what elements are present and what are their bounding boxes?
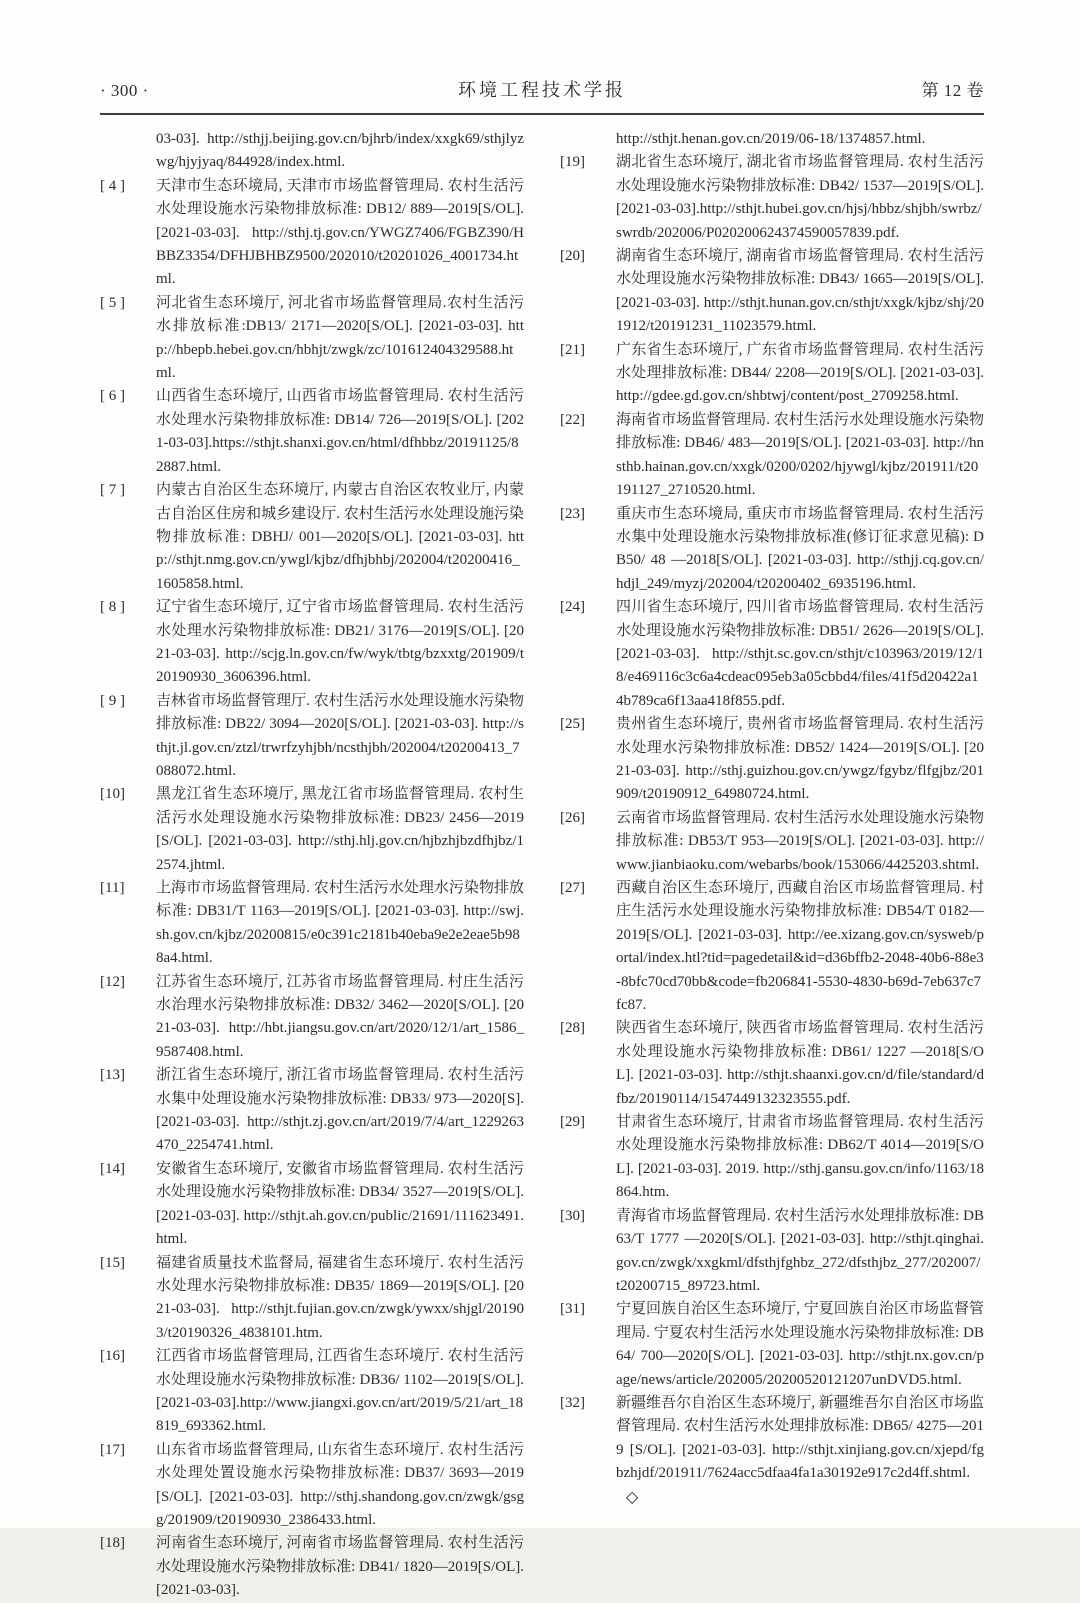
- reference-text: 黑龙江省生态环境厅, 黑龙江省市场监督管理局. 农村生活污水处理设施水污染物排放标准: DB23/ 2456—2019[S/OL]. [2021-03-03]. http://sthj.hlj.gov.cn/hjbzhjbzdfhjbz/12574.jhtml.: [156, 786, 524, 873]
- reference-text: 云南省市场监督管理局. 农村生活污水处理设施水污染物排放标准: DB53/T 953—2019[S/OL]. [2021-03-03]. http://www.jianbiaoku.com/webarbs/book/153066/4425203.shtml.: [616, 809, 984, 873]
- reference-number: [ 4 ]: [100, 177, 125, 194]
- reference-number: [25]: [560, 716, 585, 733]
- reference-entry: [560, 245, 984, 339]
- reference-entry: [100, 1158, 524, 1252]
- reference-text: 甘肃省生态环境厅, 甘肃省市场监督管理局. 农村生活污水处理设施水污染物排放标准: DB62/T 4014—2019[S/OL]. [2021-03-03]. 2019. http://sthj.gansu.gov.cn/info/1163/18864.htm.: [616, 1114, 984, 1201]
- reference-number: [ 9 ]: [100, 692, 125, 709]
- reference-number: [22]: [560, 411, 585, 428]
- volume-label: 第 12 卷: [921, 81, 984, 100]
- reference-text: 广东省生态环境厅, 广东省市场监督管理局. 农村生活污水处理排放标准: DB44/ 2208—2019[S/OL]. [2021-03-03]. http://gdee.gd.gov.cn/shbtwj/content/post_2709258.html.: [616, 341, 984, 405]
- reference-text: 天津市生态环境局, 天津市市场监督管理局. 农村生活污水处理设施水污染物排放标准: DB12/ 889—2019[S/OL]. [2021-03-03]. http://sthj.tj.gov.cn/YWGZ7406/FGBZ390/HBBZ3354/DFHJBHBZ9500/202010/t20201026_4001734.html.: [156, 177, 524, 288]
- reference-entry: [560, 596, 984, 713]
- reference-text: 西藏自治区生态环境厅, 西藏自治区市场监督管理局. 村庄生活污水处理设施水污染物排放标准: DB54/T 0182—2019[S/OL]. [2021-03-03]. http://ee.xizang.gov.cn/sysweb/portal/index.htl?tid=pagedetail&id=d36bffb2-2048-40b6-88e3-8bfc70cd70bb&code=fb206841-5530-4830-b69d-7eb637c7fc87.: [616, 880, 984, 1014]
- reference-entry: [100, 971, 524, 1065]
- reference-text: 江西省市场监督管理局, 江西省生态环境厅. 农村生活污水处理设施水污染物排放标准: DB36/ 1102—2019[S/OL]. [2021-03-03].http://www.jiangxi.gov.cn/art/2019/5/21/art_18819_693362.html.: [156, 1348, 524, 1435]
- references-section: [100, 128, 984, 1603]
- reference-number: [18]: [100, 1535, 125, 1552]
- reference-entry: [100, 1345, 524, 1439]
- reference-list-right: [560, 151, 984, 1510]
- reference-number: [32]: [560, 1394, 585, 1411]
- reference-entry: [560, 877, 984, 1017]
- reference-number: [10]: [100, 786, 125, 803]
- reference-entry: [560, 1205, 984, 1299]
- reference-number: [30]: [560, 1207, 585, 1224]
- reference-entry: [100, 479, 524, 596]
- reference-text: 青海省市场监督管理局. 农村生活污水处理排放标准: DB63/T 1777 —2020[S/OL]. [2021-03-03]. http://sthjt.qinghai.gov.cn/zwgk/xxgkml/dfsthjfghbz_272/dfsthjbz_277/202007/t20200715_89723.html.: [616, 1207, 984, 1294]
- reference-text: 河北省生态环境厅, 河北省市场监督管理局.农村生活污水排放标准:DB13/ 2171—2020[S/OL]. [2021-03-03]. http://hbepb.hebei.gov.cn/hbhjt/zwgk/zc/101612404329588.html.: [156, 294, 524, 382]
- reference-entry: [100, 1064, 524, 1158]
- reference-carryover: http://sthjt.henan.gov.cn/2019/06-18/1374857.html.: [616, 131, 926, 147]
- reference-entry: [560, 713, 984, 807]
- reference-text: 海南省市场监督管理局. 农村生活污水处理设施水污染物排放标准: DB46/ 483—2019[S/OL]. [2021-03-03]. http://hnsthb.hainan.gov.cn/xxgk/0200/0202/hjywgl/kjbz/201911/t20191127_2710520.html.: [616, 411, 984, 499]
- reference-text: 山东省市场监督管理局, 山东省生态环境厅. 农村生活污水处理处置设施水污染物排放标准: DB37/ 3693—2019[S/OL]. [2021-03-03]. http://sthj.shandong.gov.cn/zwgk/gsgg/201909/t20190930_2386433.html.: [156, 1441, 524, 1528]
- reference-number: [29]: [560, 1114, 585, 1131]
- reference-entry: [100, 1439, 524, 1533]
- reference-text: 重庆市生态环境局, 重庆市市场监督管理局. 农村生活污水集中处理设施水污染物排放标准(修订征求意见稿): DB50/ 48 —2018[S/OL]. [2021-03-03]. http://sthjj.cq.gov.cn/hdjl_249/myzj/202004/t20200402_6935196.html.: [616, 505, 984, 592]
- reference-carryover: 03-03]. http://sthjj.beijing.gov.cn/bjhrb/index/xxgk69/sthjlyzwg/hjyjyaq/844928/index.html.: [156, 131, 524, 171]
- reference-entry: [560, 409, 984, 503]
- journal-title: 环境工程技术学报: [458, 80, 626, 100]
- reference-number: [ 6 ]: [100, 388, 125, 405]
- reference-text: 新疆维吾尔自治区生态环境厅, 新疆维吾尔自治区市场监督管理局. 农村生活污水处理排放标准: DB65/ 4275—2019 [S/OL]. [2021-03-03]. http://sthjt.xinjiang.gov.cn/xjepd/fgbzhjdf/201911/7624acc5dfaa4fa1a30192e917c2d4ff.shtml.: [616, 1394, 984, 1482]
- reference-text: 浙江省生态环境厅, 浙江省市场监督管理局. 农村生活污水集中处理设施水污染物排放标准: DB33/ 973—2020[S]. [2021-03-03]. http://sthjt.zj.gov.cn/art/2019/7/4/art_1229263470_2254741.html.: [156, 1067, 524, 1154]
- reference-number: [11]: [100, 880, 125, 896]
- reference-text: 湖北省生态环境厅, 湖北省市场监督管理局. 农村生活污水处理设施水污染物排放标准: DB42/ 1537—2019[S/OL].[2021-03-03].http://sthjt.hubei.gov.cn/hjsj/hbbz/shjbh/swrbz/swrdb/202006/P020200624374590057839.pdf.: [616, 154, 984, 241]
- reference-text: 江苏省生态环境厅, 江苏省市场监督管理局. 村庄生活污水治理水污染物排放标准: DB32/ 3462—2020[S/OL]. [2021-03-03]. http://hbt.jiangsu.gov.cn/art/2020/12/1/art_1586_9587408.html.: [156, 973, 524, 1060]
- reference-text: 陕西省生态环境厅, 陕西省市场监督管理局. 农村生活污水处理设施水污染物排放标准: DB61/ 1227 —2018[S/OL]. [2021-03-03]. http://sthjt.shaanxi.gov.cn/d/file/standard/dfbz/20190114/1547449132323555.pdf.: [616, 1020, 984, 1107]
- reference-entry: [560, 1111, 984, 1205]
- reference-number: [ 8 ]: [100, 599, 125, 616]
- reference-text: 河南省生态环境厅, 河南省市场监督管理局. 农村生活污水处理设施水污染物排放标准: DB41/ 1820—2019[S/OL]. [2021-03-03].: [156, 1535, 524, 1599]
- reference-number: [16]: [100, 1348, 125, 1365]
- reference-number: [21]: [560, 341, 585, 358]
- reference-text: 湖南省生态环境厅, 湖南省市场监督管理局. 农村生活污水处理设施水污染物排放标准: DB43/ 1665—2019[S/OL]. [2021-03-03]. http://sthjt.hunan.gov.cn/sthjt/xxgk/kjbz/shj/201912/t20191231_11023579.html.: [616, 248, 984, 335]
- reference-text: 福建省质量技术监督局, 福建省生态环境厅. 农村生活污水处理水污染物排放标准: DB35/ 1869—2019[S/OL]. [2021-03-03]. http://sthjt.fujian.gov.cn/zwgk/ywxx/shjgl/201903/t20190326_4838101.htm.: [156, 1254, 524, 1341]
- reference-entry: [100, 1252, 524, 1346]
- reference-text: 山西省生态环境厅, 山西省市场监督管理局. 农村生活污水处理水污染物排放标准: DB14/ 726—2019[S/OL]. [2021-03-03].https://sthjt.shanxi.gov.cn/html/dfhbbz/20191125/82887.html.: [156, 388, 524, 475]
- reference-number: [17]: [100, 1441, 125, 1458]
- reference-entry: [100, 385, 524, 479]
- reference-text: 安徽省生态环境厅, 安徽省市场监督管理局. 农村生活污水处理设施水污染物排放标准: DB34/ 3527—2019[S/OL]. [2021-03-03]. http://sthjt.ah.gov.cn/public/21691/111623491.html.: [156, 1160, 524, 1248]
- reference-entry: [560, 151, 984, 245]
- reference-number: [31]: [560, 1301, 585, 1318]
- reference-entry: [560, 1017, 984, 1111]
- reference-entry: [100, 596, 524, 690]
- reference-number: [23]: [560, 505, 585, 522]
- reference-entry: [560, 339, 984, 409]
- reference-text: 内蒙古自治区生态环境厅, 内蒙古自治区农牧业厅, 内蒙古自治区住房和城乡建设厅. 农村生活污水处理设施污染物排放标准: DBHJ/ 001—2020[S/OL]. [2021-03-03]. http://sthjt.nmg.gov.cn/ywgl/kjbz/dfhjbhbj/202004/t20200416_1605858.html.: [156, 482, 524, 592]
- reference-text: 辽宁省生态环境厅, 辽宁省市场监督管理局. 农村生活污水处理水污染物排放标准: DB21/ 3176—2019[S/OL]. [2021-03-03]. http://scjg.ln.gov.cn/fw/wyk/tbtg/bzxxtg/201909/t20190930_3606396.html.: [156, 599, 524, 686]
- page-header: [100, 76, 984, 102]
- reference-number: [13]: [100, 1067, 125, 1084]
- reference-entry: [100, 1532, 524, 1602]
- reference-entry: [100, 175, 524, 292]
- reference-number: [28]: [560, 1020, 585, 1037]
- reference-number: [24]: [560, 599, 585, 616]
- reference-number: [19]: [560, 154, 585, 171]
- page-number: · 300 ·: [100, 81, 149, 100]
- reference-entry: [560, 503, 984, 597]
- reference-number: [15]: [100, 1254, 125, 1271]
- reference-number: [26]: [560, 809, 585, 826]
- reference-entry: [100, 877, 524, 971]
- reference-number: [20]: [560, 248, 585, 265]
- reference-entry: [100, 690, 524, 784]
- references-left-column: [100, 128, 524, 1603]
- reference-entry: [560, 807, 984, 877]
- header-divider: [100, 113, 984, 115]
- reference-text: 贵州省生态环境厅, 贵州省市场监督管理局. 农村生活污水处理水污染物排放标准: DB52/ 1424—2019[S/OL]. [2021-03-03]. http://sthj.guizhou.gov.cn/ywgz/fgybz/flfgjbz/201909/t20190912_64980724.html.: [616, 716, 984, 803]
- reference-entry: [100, 783, 524, 877]
- reference-text: 宁夏回族自治区生态环境厅, 宁夏回族自治区市场监督管理局. 宁夏农村生活污水处理设施水污染物排放标准: DB64/ 700—2020[S/OL]. [2021-03-03]. http://sthjt.nx.gov.cn/page/news/article/202005/20200520121207unDVD5.html.: [616, 1301, 984, 1388]
- reference-entry: [560, 1392, 984, 1510]
- reference-number: [12]: [100, 973, 125, 990]
- reference-entry: [560, 1298, 984, 1392]
- reference-entry: [100, 292, 524, 386]
- reference-number: [14]: [100, 1160, 125, 1177]
- reference-number: [ 5 ]: [100, 294, 125, 311]
- reference-text: 上海市市场监督管理局. 农村生活污水处理水污染物排放标准: DB31/T 1163—2019[S/OL]. [2021-03-03]. http://swj.sh.gov.cn/kjbz/20200815/e0c391c2181b40eba9e2e2eae5b988a4.html.: [156, 880, 524, 967]
- reference-list-left: [100, 175, 524, 1603]
- reference-text: 四川省生态环境厅, 四川省市场监督管理局. 农村生活污水处理设施水污染物排放标准: DB51/ 2626—2019[S/OL]. [2021-03-03]. http://sthjt.sc.gov.cn/sthjt/c103963/2019/12/18/e469116c3c6a4cdeac095eb3a05cbbd4/files/41f5d20422a14b789ca6f13aa418f855.pdf.: [616, 599, 984, 709]
- reference-number: [ 7 ]: [100, 482, 125, 499]
- reference-text: 吉林省市场监督管理厅. 农村生活污水处理设施水污染物排放标准: DB22/ 3094—2020[S/OL]. [2021-03-03]. http://sthjt.jl.gov.cn/ztzl/trwrfzyhjbh/ncsthjbh/202004/t20200413_7088072.html.: [156, 692, 524, 779]
- reference-number: [27]: [560, 880, 585, 896]
- references-right-column: [560, 128, 984, 1603]
- end-of-references-mark: ◇: [626, 1488, 639, 1506]
